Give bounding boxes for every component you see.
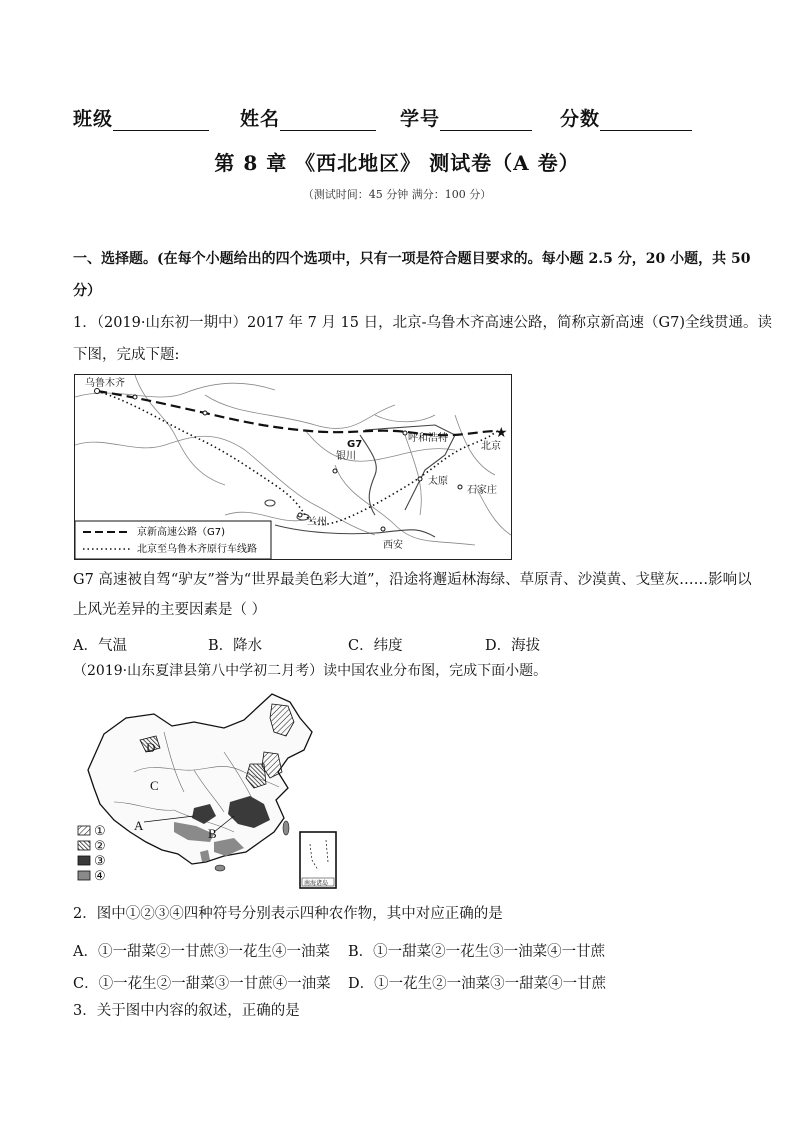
q1-stem-line1: 1．（2019·山东初一期中）2017 年 7 月 15 日，北京-乌鲁木齐高速公路，简称京新高速（G7)全线贯通。读 <box>73 315 772 331</box>
q2-option-b[interactable]: B．①一甜菜②一花生③一油菜④一甘蔗 <box>348 944 606 960</box>
route-map <box>74 374 512 560</box>
route-map-legend <box>75 521 271 559</box>
label-hohhot: 呼和浩特 <box>408 433 448 444</box>
legend-rail: 北京至乌鲁木齐原行车线路 <box>137 544 257 555</box>
legend-2: ② <box>94 838 106 853</box>
label-xian: 西安 <box>383 540 403 551</box>
route-map-graphic <box>75 375 511 559</box>
q1-stem-line2: 下图，完成下题: <box>73 347 180 363</box>
beijing-star-icon: ★ <box>495 425 508 441</box>
score-field <box>560 104 692 131</box>
agriculture-legend <box>78 823 106 883</box>
id-blank[interactable] <box>440 112 532 131</box>
label-lanzhou: 兰州 <box>307 517 327 528</box>
legend-3: ③ <box>94 853 106 868</box>
label-g7: G7 <box>347 439 363 450</box>
q3-stem: 3．关于图中内容的叙述，正确的是 <box>73 1003 300 1019</box>
q1-option-b[interactable]: B．降水 <box>208 638 263 654</box>
name-label: 姓名 <box>240 108 281 130</box>
q1-option-a[interactable]: A．气温 <box>73 638 127 654</box>
agriculture-map <box>74 692 354 892</box>
section-heading-line2: 分） <box>73 283 101 299</box>
q1-option-c[interactable]: C．纬度 <box>348 638 403 654</box>
class-field <box>73 104 209 131</box>
map-letter-b: B <box>208 826 217 841</box>
name-blank[interactable] <box>280 112 376 131</box>
label-taiyuan: 太原 <box>428 476 448 487</box>
legend-highway: 京新高速公路（G7) <box>137 527 226 538</box>
class-blank[interactable] <box>113 112 209 131</box>
label-yinchuan: 银川 <box>336 451 356 462</box>
g7-route <box>97 391 498 435</box>
q2-option-d[interactable]: D．①一花生②一油菜③一甜菜④一甘蔗 <box>348 976 607 992</box>
page-title: 第 8 章 《西北地区》 测试卷（A 卷） <box>214 151 580 175</box>
map-letter-c: C <box>150 778 159 793</box>
q1-option-d[interactable]: D．海拔 <box>485 638 541 654</box>
class-label: 班级 <box>73 108 114 130</box>
south-sea-inset <box>300 832 336 888</box>
label-urumqi: 乌鲁木齐 <box>85 378 125 389</box>
label-beijing: 北京 <box>481 441 501 452</box>
name-field <box>240 104 376 131</box>
map-letter-a: A <box>134 818 144 833</box>
id-label: 学号 <box>400 108 441 130</box>
legend-4: ④ <box>94 868 106 883</box>
q2-option-c[interactable]: C．①一花生②一甜菜③一甘蔗④一油菜 <box>73 976 331 992</box>
inset-label: 南海诸岛 <box>304 880 329 887</box>
q1-body-line2: 上风光差异的主要因素是（ ） <box>73 602 267 618</box>
q1-body-line1: G7 高速被自驾“驴友”誉为“世界最美色彩大道”，沿途将邂逅林海绿、草原青、沙漠黄、戈壁灰……影响以 <box>73 572 752 588</box>
map-letter-d: D <box>146 740 156 755</box>
q2-stem: 2．图中①②③④四种符号分别表示四种农作物，其中对应正确的是 <box>73 906 503 922</box>
score-label: 分数 <box>560 108 601 130</box>
q2-intro: （2019·山东夏津县第八中学初二月考）读中国农业分布图，完成下面小题。 <box>73 663 548 679</box>
legend-1: ① <box>94 823 106 838</box>
page-subtitle: （测试时间：45 分钟 满分：100 分） <box>302 188 492 201</box>
section-heading-line1: 一、选择题。(在每个小题给出的四个选项中，只有一项是符合题目要求的。每小题 2.5 分，20 小题，共 50 <box>73 251 751 267</box>
score-blank[interactable] <box>600 112 692 131</box>
agriculture-map-graphic <box>74 692 354 892</box>
id-field <box>400 104 532 131</box>
label-shijiazhuang: 石家庄 <box>467 485 497 496</box>
q2-option-a[interactable]: A．①一甜菜②一甘蔗③一花生④一油菜 <box>73 944 330 960</box>
